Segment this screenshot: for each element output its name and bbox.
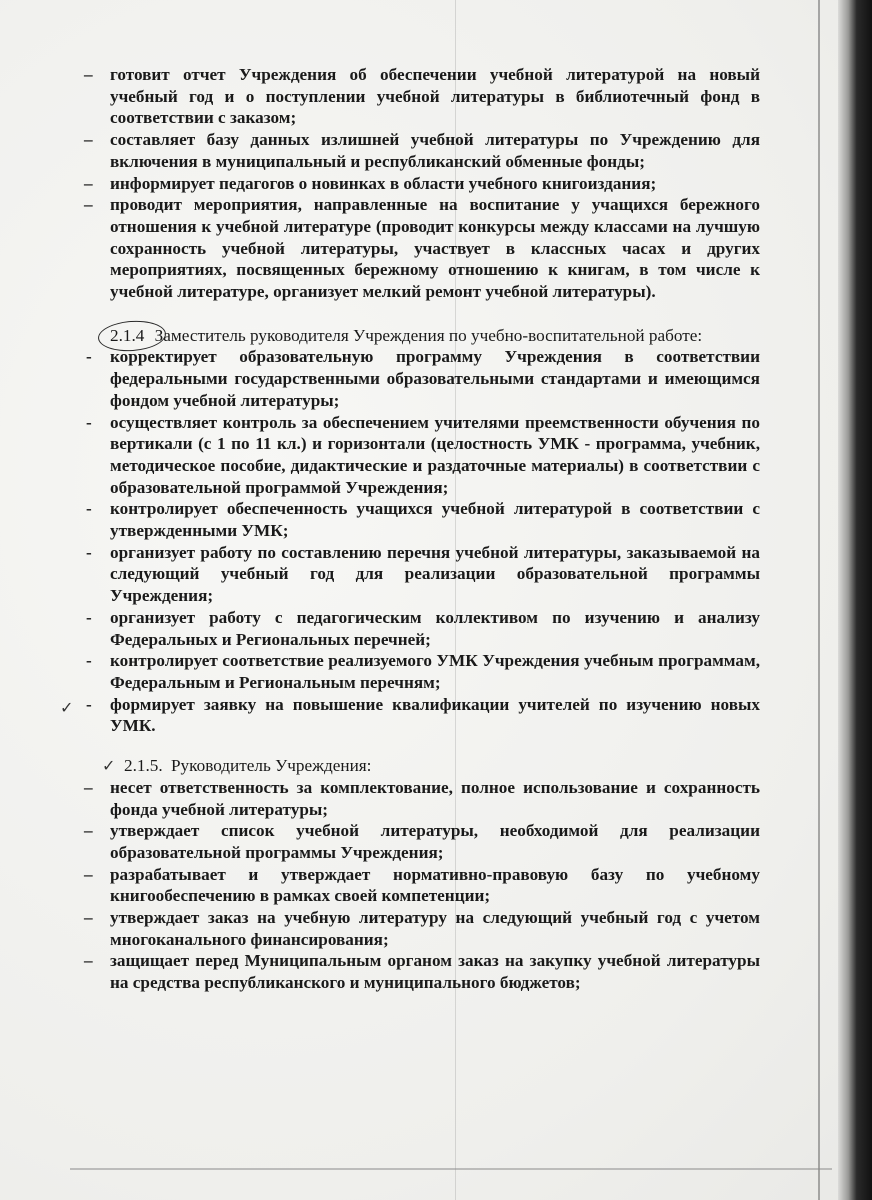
- binding-edge-line: [818, 0, 820, 1200]
- list-item-text: организует работу с педагогическим коллективом по изучению и анализу Федеральных и Региональных перечней;: [110, 607, 760, 649]
- list-marker: –: [84, 173, 93, 193]
- list-marker: -: [86, 347, 92, 367]
- list-item-text: несет ответственность за комплектование, полное использование и сохранность фонда учебной литературы;: [110, 777, 760, 819]
- list-marker: –: [84, 195, 93, 215]
- binding-shadow: [838, 0, 872, 1200]
- list-item-text: информирует педагогов о новинках в области учебного книгоиздания;: [110, 173, 657, 193]
- list-item: [86, 650, 760, 693]
- list-item: [86, 412, 760, 499]
- list-item-text: организует работу по составлению перечня учебной литературы, заказываемой на следующий учебный год для реализации образовательной программы Учреждения;: [110, 542, 760, 606]
- list-marker: –: [84, 864, 93, 884]
- list-marker: –: [84, 951, 93, 971]
- list-marker: -: [86, 499, 92, 519]
- section-number: 2.1.4: [110, 325, 145, 345]
- list-item: [84, 820, 760, 863]
- list-item-text: корректирует образовательную программу Учреждения в соответствии федеральными государственными образовательными стандартами и имеющимся фондом учебной литературы;: [110, 347, 760, 410]
- list-item: [84, 864, 760, 907]
- list-marker: -: [86, 412, 92, 432]
- list-item: [60, 694, 760, 737]
- list-item-text: осуществляет контроль за обеспечением учителями преемственности обучения по вертикали (с 1 по 11 кл.) и горизонтали (целостность УМК - программа, учебник, методическое пособие, дидактические и раздаточные материалы) в соответствии с образовательной программой Учреждения;: [110, 412, 760, 497]
- list-item-text: составляет базу данных излишней учебной литературы по Учреждению для включения в муниципальный и республиканский обменные фонды;: [110, 130, 760, 171]
- handwritten-check-mark: ✓: [102, 758, 116, 776]
- list-item: [86, 346, 760, 411]
- section-title: Заместитель руководителя Учреждения по учебно-воспитательной работе:: [154, 325, 703, 345]
- list-item-text: формирует заявку на повышение квалификации учителей по изучению новых УМК.: [110, 694, 760, 736]
- list-item: [84, 173, 760, 195]
- top-list: [84, 64, 760, 303]
- handwritten-check-mark: ✓: [60, 699, 74, 717]
- list-item-text: утверждает заказ на учебную литературу на следующий учебный год с учетом многоканального финансирования;: [110, 908, 760, 949]
- section-2-1-5: [84, 755, 760, 994]
- list-marker: –: [84, 65, 93, 84]
- document-body: [60, 64, 760, 994]
- list-marker: –: [84, 130, 93, 150]
- list-item-text: утверждает список учебной литературы, необходимой для реализации образовательной программы Учреждения;: [110, 821, 760, 862]
- list-item: [84, 129, 760, 172]
- list-item: [84, 194, 760, 303]
- list-item: [84, 950, 760, 993]
- list-item-text: контролирует обеспеченность учащихся учебной литературой в соответствии с утвержденными УМК;: [110, 499, 760, 541]
- list-item-text: разрабатывает и утверждает нормативно-правовую базу по учебному книгообеспечению в рамках своей компетенции;: [110, 864, 760, 906]
- list-item: [84, 777, 760, 820]
- list-marker: -: [86, 542, 92, 562]
- list-item: [86, 607, 760, 650]
- section-title: Руководитель Учреждения:: [170, 756, 372, 776]
- section-2-1-4: [60, 325, 760, 737]
- list-item: [86, 542, 760, 607]
- section-number: 2.1.5.: [124, 756, 163, 776]
- list-item-text: проводит мероприятия, направленные на воспитание у учащихся бережного отношения к учебной литературе (проводит конкурсы между классами на лучшую сохранность учебной литературы, участвует в классных часах и других мероприятиях, посвященных бережному отношению к книгам, в том числе к учебной литературе, организует мелкий ремонт учебной литературы).: [110, 195, 760, 302]
- section-heading: [90, 325, 760, 347]
- list-marker: -: [86, 607, 92, 627]
- list-item-text: защищает перед Муниципальным органом заказ на закупку учебной литературы на средства республиканского и муниципального бюджетов;: [110, 951, 760, 993]
- list-marker: –: [84, 908, 93, 928]
- list-marker: -: [86, 651, 92, 671]
- list-item: [86, 498, 760, 541]
- list-marker: -: [86, 694, 92, 714]
- list-item-text: контролирует соответствие реализуемого УМК Учреждения учебным программам, Федеральным и Региональным перечням;: [110, 651, 760, 692]
- list-item: [84, 64, 760, 129]
- list-marker: –: [84, 821, 93, 841]
- list-marker: –: [84, 777, 93, 797]
- bottom-scan-line: [70, 1168, 832, 1170]
- section-heading: [90, 755, 760, 777]
- list-item-text: готовит отчет Учреждения об обеспечении учебной литературой на новый учебный год и о поступлении учебной литературы в библиотечный фонд в соответствии с заказом;: [110, 65, 760, 128]
- list-item: [84, 907, 760, 950]
